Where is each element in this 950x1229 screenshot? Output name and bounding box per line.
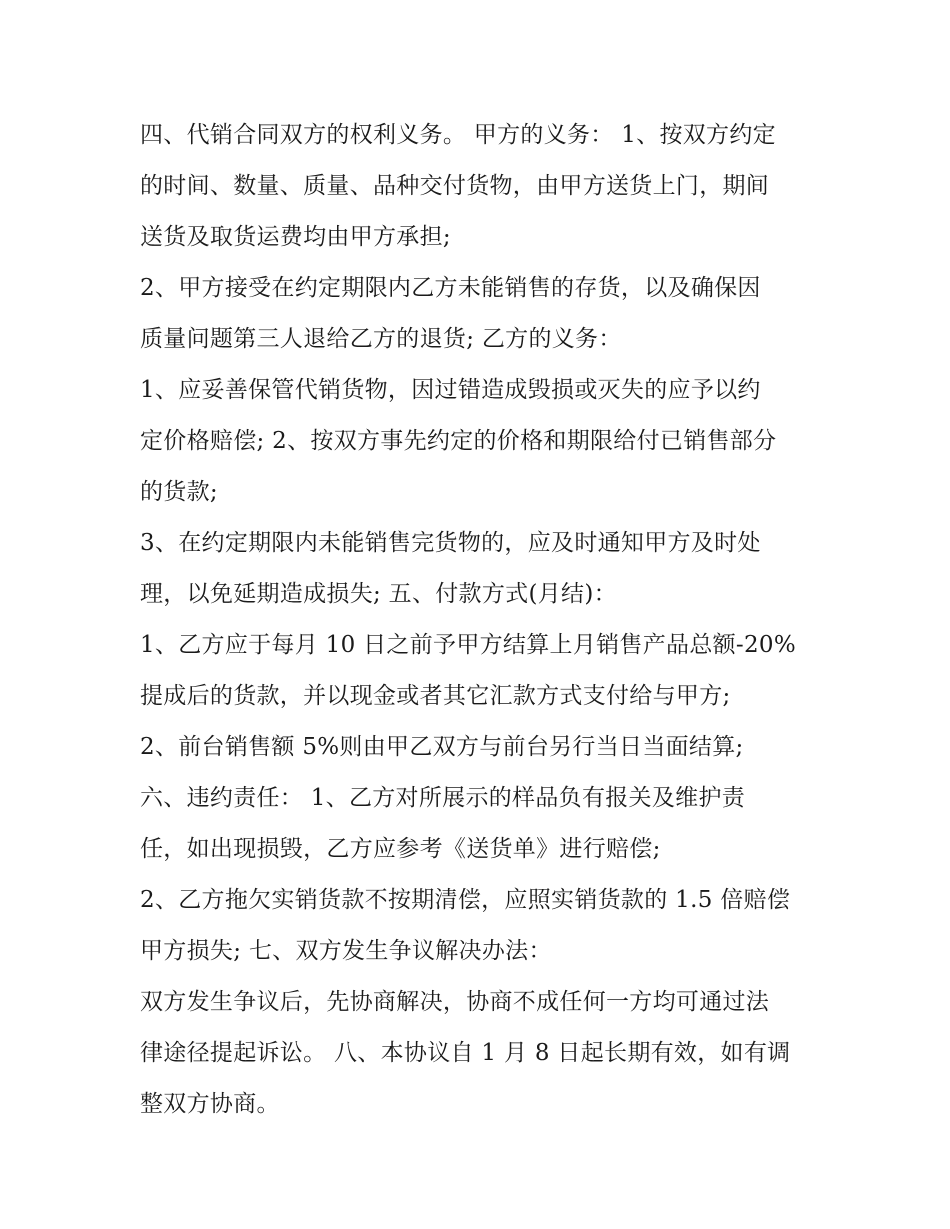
text-line: 定价格赔偿; 2、按双方事先约定的价格和期限给付已销售部分 — [140, 428, 777, 454]
text-line: 1、应妥善保管代销货物，因过错造成毁损或灭失的应予以约 — [140, 377, 761, 403]
text-line: 律途径提起诉讼。 八、本协议自 1 月 8 日起长期有效，如有调 — [140, 1040, 791, 1066]
text-line: 双方发生争议后，先协商解决，协商不成任何一方均可通过法 — [140, 989, 770, 1015]
text-line: 提成后的货款，并以现金或者其它汇款方式支付给与甲方; — [140, 683, 731, 709]
document-body — [140, 110, 830, 1130]
text-line: 甲方损失; 七、双方发生争议解决办法： — [140, 938, 552, 964]
text-line: 整双方协商。 — [140, 1091, 280, 1117]
text-line: 质量问题第三人退给乙方的退货; 乙方的义务： — [140, 326, 622, 352]
text-line: 2、前台销售额 5%则由甲乙双方与前台另行当日当面结算; — [140, 734, 744, 760]
text-line: 2、甲方接受在约定期限内乙方未能销售的存货，以及确保因 — [140, 275, 761, 301]
text-line: 的时间、数量、质量、品种交付货物，由甲方送货上门，期间 — [140, 173, 770, 199]
text-line: 理，以免延期造成损失; 五、付款方式(月结)： — [140, 581, 617, 607]
text-line: 3、在约定期限内未能销售完货物的，应及时通知甲方及时处 — [140, 530, 761, 556]
text-line: 的货款; — [140, 479, 218, 505]
text-line: 任，如出现损毁，乙方应参考《送货单》进行赔偿; — [140, 836, 661, 862]
text-line: 2、乙方拖欠实销货款不按期清偿，应照实销货款的 1.5 倍赔偿 — [140, 887, 791, 913]
text-line: 送货及取货运费均由甲方承担; — [140, 224, 451, 250]
text-line: 四、代销合同双方的权利义务。 甲方的义务： 1、按双方约定 — [140, 122, 776, 148]
text-line: 1、乙方应于每月 10 日之前予甲方结算上月销售产品总额-20% — [140, 632, 797, 658]
text-line: 六、违约责任： 1、乙方对所展示的样品负有报关及维护责 — [140, 785, 746, 811]
